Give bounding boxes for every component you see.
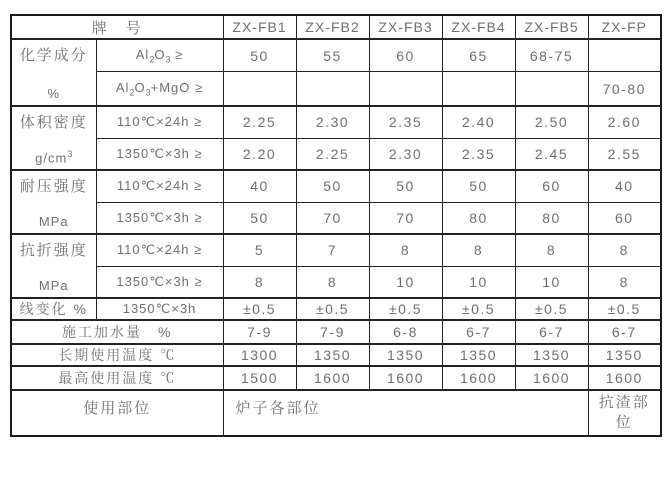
data-cell: 1350: [296, 344, 369, 366]
data-cell: 1350: [369, 344, 442, 366]
linear-change-label: 线变化 %: [11, 298, 96, 320]
row-max-temp: [11, 366, 661, 390]
application-fp-cell: 抗渣部位: [588, 390, 661, 436]
data-cell: 7-9: [296, 320, 369, 344]
data-cell: 40: [223, 170, 296, 202]
data-cell: [588, 39, 661, 72]
row-density-1350: [11, 138, 661, 170]
data-cell: 2.55: [588, 138, 661, 170]
data-cell: 2.25: [223, 106, 296, 138]
data-cell: 6-7: [515, 320, 588, 344]
data-cell: 6-8: [369, 320, 442, 344]
data-cell: 7: [296, 234, 369, 266]
group-label: 化学成分: [19, 47, 88, 64]
row-compressive-1350: [11, 202, 661, 234]
data-cell: 5: [223, 234, 296, 266]
data-cell: 80: [442, 202, 515, 234]
group-label: 抗折强度: [19, 242, 88, 259]
data-cell: 50: [442, 170, 515, 202]
row-al2o3-mgo: [11, 72, 661, 106]
data-cell: 50: [223, 39, 296, 72]
data-cell: ±0.5: [296, 298, 369, 320]
data-cell: 1500: [223, 366, 296, 390]
data-cell: 1600: [442, 366, 515, 390]
data-cell: ±0.5: [369, 298, 442, 320]
condition-cell: 110℃×24h ≥: [96, 106, 223, 138]
data-cell: 8: [588, 234, 661, 266]
data-cell: [369, 72, 442, 106]
group-unit: MPa: [38, 214, 69, 229]
row-long-term-temp: [11, 344, 661, 366]
max-temp-label: 最高使用温度 ℃: [11, 366, 223, 390]
data-cell: 1600: [515, 366, 588, 390]
group-unit: $g/cm^3$: [35, 148, 73, 165]
data-cell: 1350: [442, 344, 515, 366]
brand-header-cell: ZX-FB4: [442, 15, 515, 39]
data-cell: 1600: [588, 366, 661, 390]
row-water-addition: [11, 320, 661, 344]
application-general-cell: 炉子各部位: [223, 390, 588, 436]
data-cell: 65: [442, 39, 515, 72]
group-unit: MPa: [38, 278, 69, 293]
data-cell: 2.45: [515, 138, 588, 170]
header-row: [11, 15, 661, 39]
data-cell: 10: [369, 266, 442, 298]
data-cell: 80: [515, 202, 588, 234]
data-cell: 2.35: [442, 138, 515, 170]
data-cell: [296, 72, 369, 106]
brand-header-cell: ZX-FB3: [369, 15, 442, 39]
data-cell: 60: [369, 39, 442, 72]
data-cell: 8: [442, 234, 515, 266]
row-flexural-1350: [11, 266, 661, 298]
brand-header-label: 牌 号: [11, 15, 223, 39]
condition-cell: 110℃×24h ≥: [96, 170, 223, 202]
application-label: 使用部位: [11, 390, 223, 436]
data-cell: 50: [296, 170, 369, 202]
condition-cell: 1350℃×3h ≥: [96, 202, 223, 234]
data-cell: 2.60: [588, 106, 661, 138]
condition-cell: 1350℃×3h ≥: [96, 266, 223, 298]
data-cell: 50: [369, 170, 442, 202]
row-compressive-110: [11, 170, 661, 202]
brand-header-cell: ZX-FB2: [296, 15, 369, 39]
data-cell: 2.35: [369, 106, 442, 138]
row-flexural-110: [11, 234, 661, 266]
data-cell: 40: [588, 170, 661, 202]
data-cell: [223, 72, 296, 106]
group-label: 耐压强度: [19, 178, 88, 195]
data-cell: ±0.5: [442, 298, 515, 320]
data-cell: ±0.5: [588, 298, 661, 320]
group-chemical-composition: [11, 39, 96, 106]
water-addition-label: 施工加水量 %: [11, 320, 223, 344]
data-cell: 10: [442, 266, 515, 298]
group-flexural-strength: [11, 234, 96, 298]
brand-header-cell: ZX-FP: [588, 15, 661, 39]
data-cell: 1600: [296, 366, 369, 390]
condition-cell: 110℃×24h ≥: [96, 234, 223, 266]
data-cell: 8: [296, 266, 369, 298]
brand-header-cell: ZX-FB1: [223, 15, 296, 39]
data-cell: 1350: [588, 344, 661, 366]
group-bulk-density: [11, 106, 96, 170]
data-cell: 1300: [223, 344, 296, 366]
data-cell: 55: [296, 39, 369, 72]
condition-al2o3: $Al_2O_3$ ≥: [96, 39, 223, 72]
data-cell: 60: [515, 170, 588, 202]
data-cell: 10: [515, 266, 588, 298]
data-cell: 68-75: [515, 39, 588, 72]
data-cell: 50: [223, 202, 296, 234]
row-linear-change: [11, 298, 661, 320]
data-cell: ±0.5: [515, 298, 588, 320]
data-cell: [442, 72, 515, 106]
row-application: [11, 390, 661, 436]
group-compressive-strength: [11, 170, 96, 234]
data-cell: 8: [369, 234, 442, 266]
data-cell: 70-80: [588, 72, 661, 106]
condition-cell: 1350℃×3h ≥: [96, 138, 223, 170]
data-cell: 60: [588, 202, 661, 234]
data-cell: [515, 72, 588, 106]
data-cell: 6-7: [442, 320, 515, 344]
data-cell: 70: [296, 202, 369, 234]
data-cell: 1350: [515, 344, 588, 366]
data-cell: 8: [223, 266, 296, 298]
spec-table: [10, 14, 662, 437]
brand-header-cell: ZX-FB5: [515, 15, 588, 39]
long-term-temp-label: 长期使用温度 ℃: [11, 344, 223, 366]
data-cell: 8: [515, 234, 588, 266]
data-cell: 2.30: [296, 106, 369, 138]
data-cell: 6-7: [588, 320, 661, 344]
data-cell: 2.40: [442, 106, 515, 138]
group-label: 体积密度: [19, 114, 88, 131]
data-cell: ±0.5: [223, 298, 296, 320]
data-cell: 7-9: [223, 320, 296, 344]
data-cell: 1600: [369, 366, 442, 390]
group-unit: %: [47, 86, 61, 101]
data-cell: 8: [588, 266, 661, 298]
row-al2o3: [11, 39, 661, 72]
data-cell: 2.30: [369, 138, 442, 170]
data-cell: 2.25: [296, 138, 369, 170]
row-density-110: [11, 106, 661, 138]
data-cell: 70: [369, 202, 442, 234]
data-cell: 2.50: [515, 106, 588, 138]
condition-cell: 1350℃×3h: [96, 298, 223, 320]
condition-al2o3-mgo: $Al_2O_3+MgO$ ≥: [96, 72, 223, 106]
data-cell: 2.20: [223, 138, 296, 170]
